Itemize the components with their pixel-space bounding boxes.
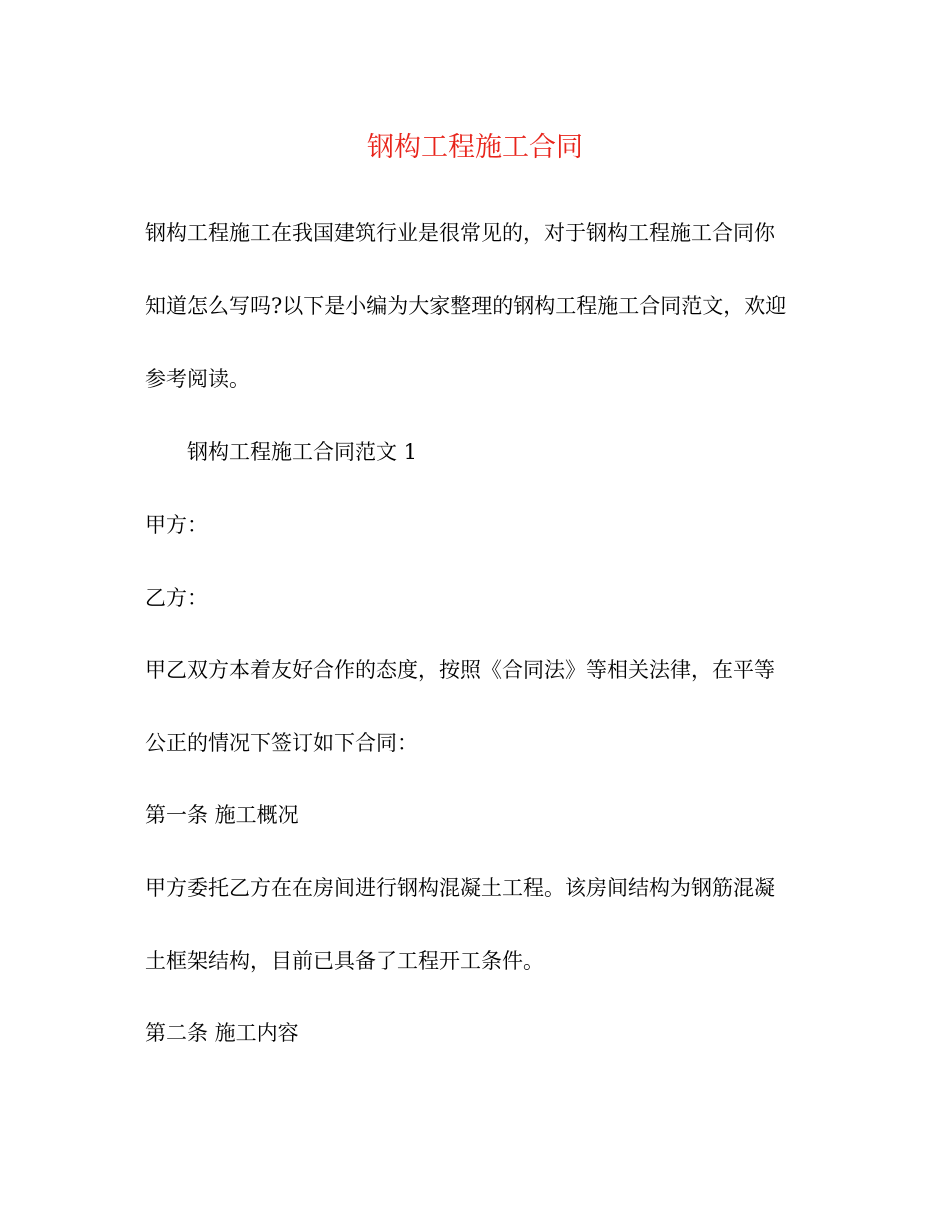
intro-line-2: 知道怎么写吗?以下是小编为大家整理的钢构工程施工合同范文，欢迎 — [145, 294, 787, 318]
party-b-label: 乙方： — [145, 586, 208, 610]
party-a-label: 甲方： — [145, 513, 208, 537]
document-title: 钢构工程施工合同 — [367, 132, 583, 163]
article-2-heading: 第二条 施工内容 — [145, 1021, 299, 1045]
article-1-line-2: 土框架结构，目前已具备了工程开工条件。 — [145, 949, 544, 973]
article-1-line-1: 甲方委托乙方在在房间进行钢构混凝土工程。该房间结构为钢筋混凝 — [145, 876, 775, 900]
intro-line-1: 钢构工程施工在我国建筑行业是很常见的，对于钢构工程施工合同你 — [145, 221, 775, 245]
sample-heading: 钢构工程施工合同范文 1 — [187, 440, 418, 464]
preamble-line-1: 甲乙双方本着友好合作的态度，按照《合同法》等相关法律，在平等 — [145, 658, 775, 682]
article-1-heading: 第一条 施工概况 — [145, 803, 299, 827]
intro-line-3: 参考阅读。 — [145, 367, 250, 391]
preamble-line-2: 公正的情况下签订如下合同： — [145, 731, 418, 755]
